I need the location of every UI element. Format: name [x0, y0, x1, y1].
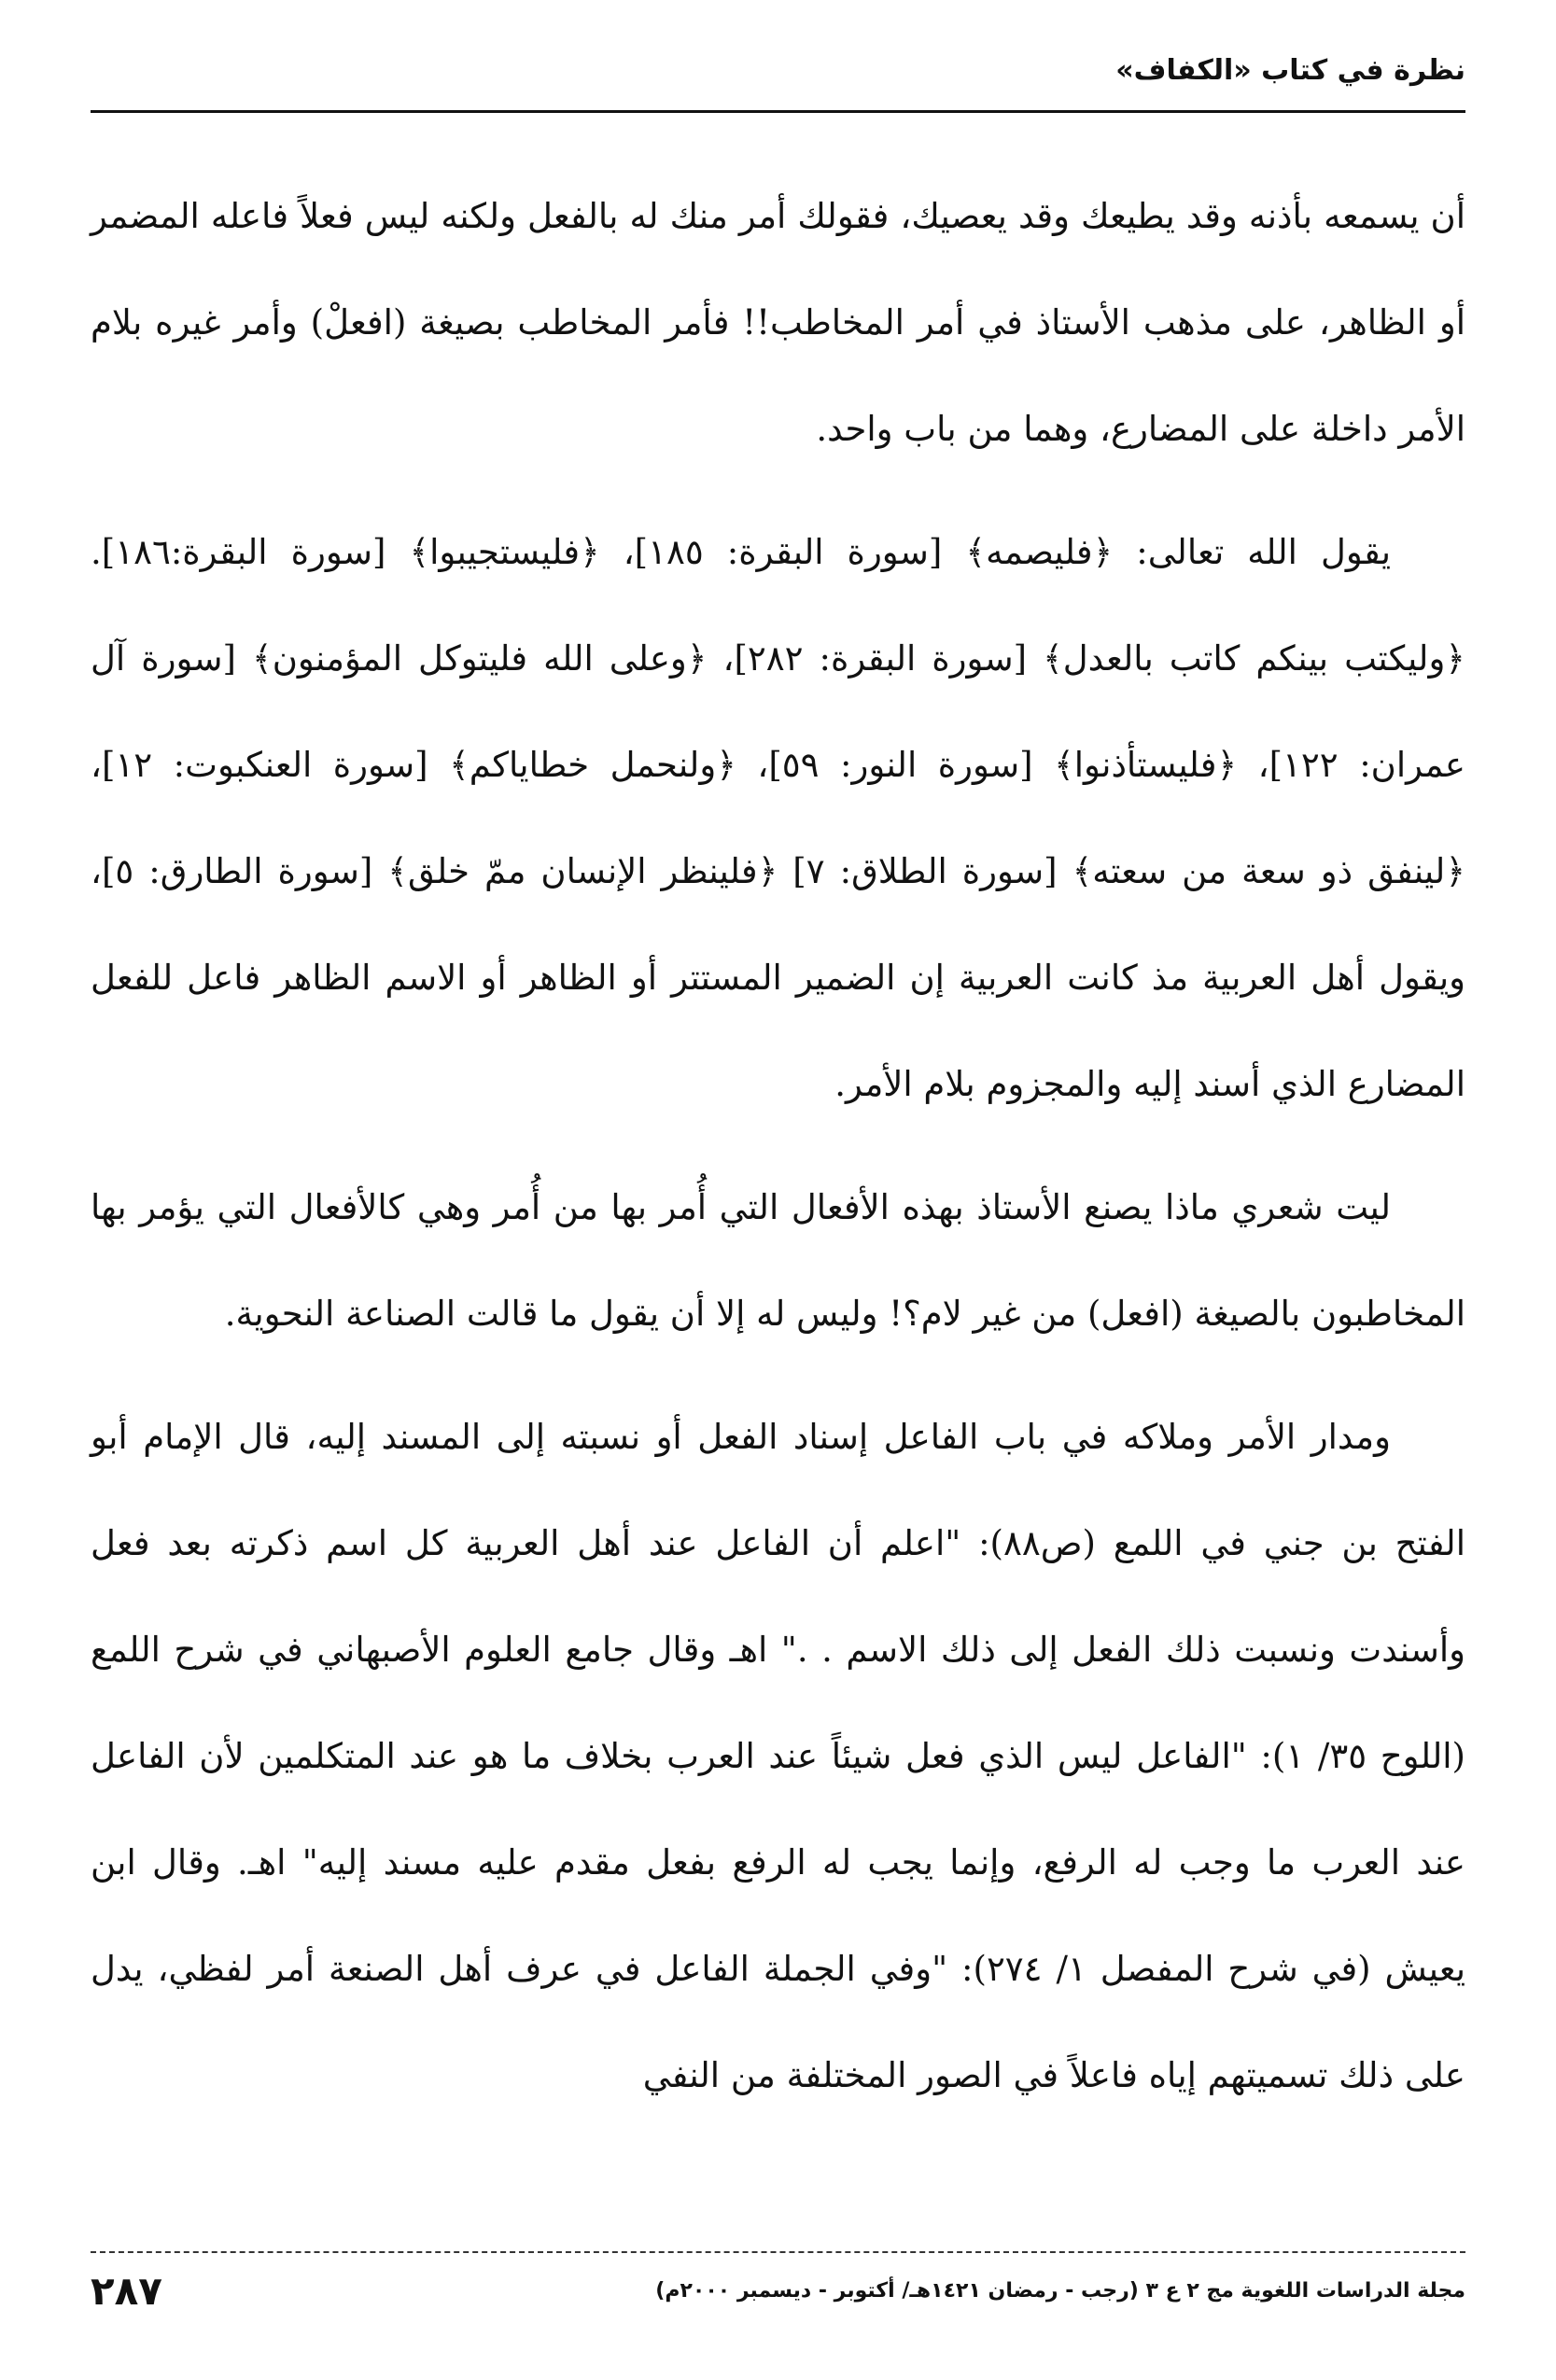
footer-rule: [91, 2251, 1465, 2253]
paragraph-1: أن يسمعه بأذنه وقد يطيعك وقد يعصيك، فقولك أمر منك له بالفعل ولكنه ليس فعلاً فاعله المضمر أو الظاهر، على مذهب الأستاذ في أمر المخاطب!! فأمر المخاطب بصيغة (افعلْ) وأمر غيره بلام الأمر داخلة على المضارع، وهما من باب واحد.: [91, 196, 1465, 449]
journal-info: مجلة الدراسات اللغوية مج ٢ ع ٣ (رجب - رمضان ١٤٢١هـ/ أكتوبر - ديسمبر ٢٠٠٠م): [655, 2279, 1465, 2303]
footer: [91, 2268, 1465, 2314]
page-number: ٢٨٧: [91, 2268, 162, 2314]
paragraph-3: ليت شعري ماذا يصنع الأستاذ بهذه الأفعال التي أُمر بها من أُمر وهي كالأفعال التي يؤمر بها المخاطبون بالصيغة (افعل) من غير لام؟! وليس له إلا أن يقول ما قالت الصناعة النحوية.: [91, 1187, 1465, 1334]
paragraph-4: ومدار الأمر وملاكه في باب الفاعل إسناد الفعل أو نسبته إلى المسند إليه، قال الإمام أبو الفتح بن جني في اللمع (ص٨٨): "اعلم أن الفاعل عند أهل العربية كل اسم ذكرته بعد فعل وأسندت ونسبت ذلك الفعل إلى ذلك الاسم . ." اهـ وقال جامع العلوم الأصبهاني في شرح اللمع (اللوح ٣٥/ ١): "الفاعل ليس الذي فعل شيئاً عند العرب بخلاف ما هو عند المتكلمين لأن الفاعل عند العرب ما وجب له الرفع، وإنما يجب له الرفع بفعل مقدم عليه مسند إليه" اهـ. وقال ابن يعيش (في شرح المفصل ١/ ٢٧٤): "وفي الجملة الفاعل في عرف أهل الصنعة أمر لفظي، يدل على ذلك تسميتهم إياه فاعلاً في الصور المختلفة من النفي: [91, 1417, 1465, 2095]
running-title: نظرة في كتاب «الكفاف»: [1115, 54, 1465, 87]
body-text: [91, 163, 1465, 2146]
paragraph-2: يقول الله تعالى: ﴿فليصمه﴾ [سورة البقرة: ١٨٥]، ﴿فليستجيبوا﴾ [سورة البقرة:١٨٦]. ﴿وليكتب بينكم كاتب بالعدل﴾ [سورة البقرة: ٢٨٢]، ﴿وعلى الله فليتوكل المؤمنون﴾ [سورة آل عمران: ١٢٢]، ﴿فليستأذنوا﴾ [سورة النور: ٥٩]، ﴿ولنحمل خطاياكم﴾ [سورة العنكبوت: ١٢]، ﴿لينفق ذو سعة من سعته﴾ [سورة الطلاق: ٧] ﴿فلينظر الإنسان ممّ خلق﴾ [سورة الطارق: ٥]، ويقول أهل العربية مذ كانت العربية إن الضمير المستتر أو الظاهر أو الاسم الظاهر فاعل للفعل المضارع الذي أسند إليه والمجزوم بلام الأمر.: [91, 532, 1466, 1104]
header-rule: [91, 110, 1465, 113]
